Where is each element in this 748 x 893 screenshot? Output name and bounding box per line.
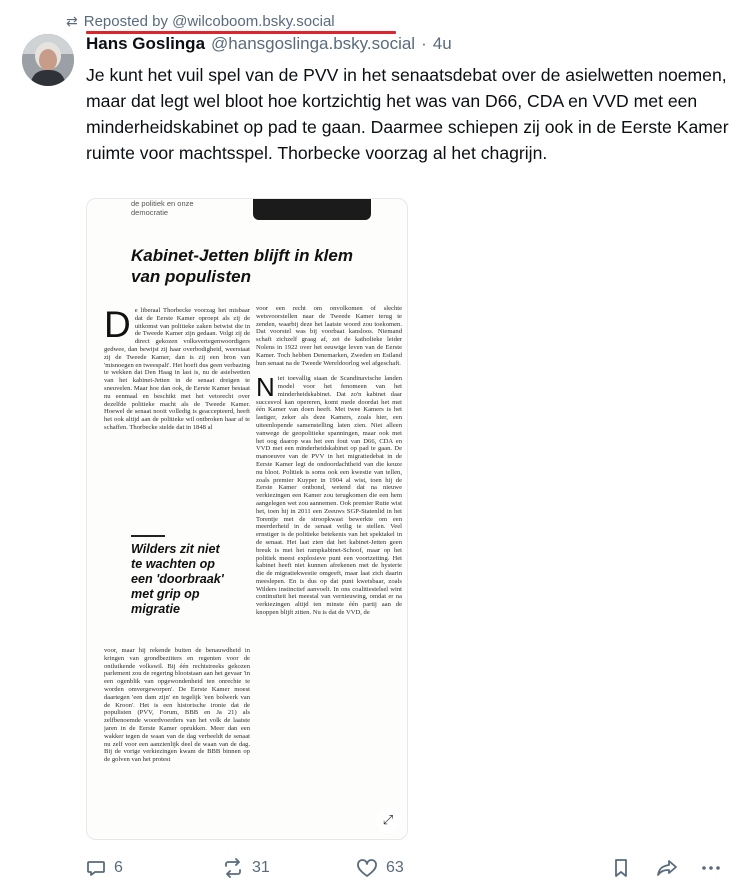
article-dropcap: N: [256, 372, 275, 403]
separator-dot: ·: [421, 34, 427, 53]
reply-count: 6: [114, 859, 123, 876]
quote-rule: [131, 535, 165, 537]
share-button[interactable]: [656, 854, 678, 882]
newspaper-article: [87, 199, 407, 839]
post-text: Je kunt het vuil spel van de PVV in het senaatsdebat over de asielwetten noemen, maar dat legt wel bloot hoe kortzichtig het was van D66, CDA en VVD met een minderheidskabinet op pad te gaan. Daarmee schiepen zij ook in de Eerste Kamer ruimte voor machtsspel. Thorbecke voorzag al het chagrijn.: [86, 65, 729, 163]
repost-icon: ⇄: [66, 12, 78, 29]
author-name[interactable]: Hans Goslinga: [86, 34, 206, 53]
reply-button[interactable]: [86, 854, 123, 882]
article-column-text: iet toevallig staan de Scandinavische landen model voor het fenomeen van het minderheidskabinet. Dat zo'n kabinet daar succesvol kan opereren, komt mede doordat het met één Kamer van doen heeft. Met twee Kamers is het lastiger, zeker als deze Kamers, zoals hier, een uiteenlopende samenstelling laten zien. Niet alleen vanwege de geopolitieke spanningen, maar ook met het oog daarop was het een fout van D66, CDA en VVD met een minderheidskabinet op pad te gaan. De manoeuvre van de PVV in het migratiedebat in de Eerste Kamer legt de ondoordachtheid van die keuze nu bloot. Politiek is soms ook een kwestie van tellen, zoals premier Kuyper in 1904 al wist, toen hij de Eerste Kamer ontbond, wetend dat na nieuwe verkiezingen een Kamer zou terugkomen die een hem aangelegen wet zou aannemen. Ook premier Rutte wist het, toen hij in 2011 een Zeeuws SGP-Statenlid in het Torentje met de stroopkwast bewerkte om een meerderheid in de senaat veilig te stellen. Veel ernstiger is de politieke betekenis van het spektakel in de senaat. Het laat zien dat het kabinet-Jetten geen breuk is met het rampkabinet-Schoof, maar op het politiek meest explosieve punt een voortzetting. Het kabinet heeft niet kunnen afrekenen met de hysterie die de migratiekwestie omgeeft, maar laat zich daarin meeslepen. En is dus op dat punt kwetsbaar, zoals Wilders instinctief aanvoelt. In ons coalitiestelsel wint continuïteit het meestal van vernieuwing, omdat er na verkiezingen altijd ten minste één partij aan de knoppen blijft zitten. Nu is dat de VVD, de: [256, 375, 402, 617]
like-button[interactable]: [356, 854, 404, 882]
more-icon: [700, 858, 722, 878]
article-column-text: voor een recht om onvolkomen of slechte wetsvoorstellen naar de Tweede Kamer terug te zenden, waarbij deze het laatste woord zou toekomen. Dat voorstel was bij voorbaat kansloos. Niemand schaft zichzelf graag af, zei de katholieke leider Nolens in 1922 over het eeuwige leven van de Eerste Kamer. Toch hebben Denemarken, Zweden en Estland hun senaat na de Tweede Wereldoorlog wel afgeschaft.: [256, 305, 402, 367]
repost-count: 31: [252, 859, 270, 876]
heart-icon: [356, 858, 378, 878]
post-header: [86, 34, 452, 58]
post-actions: [0, 854, 748, 882]
article-column-left-bottom: voor, maar hij rekende buiten de benauwdheid in kringen van grondbezitters en regenten voor de ontluikende volkswil. Bij één rechtstreeks gekozen parlement zou de regering blootstaan aan het gevaar 'in een ogenblik van opgewondenheid ten onrechte te worden omvergeworpen'. De Eerste Kamer moest daartegen 'een dam zijn' en tegelijk 'een bolwerk van de Kroon'. Het is een historische ironie dat de populisten (PVV, Forum, BBB en Ja 21) als zelfbenoemde woordvoerders van het volk de laatste jaren in de Eerste Kamer oprukken. Meer dan een wakker tegen de waan van de dag verbeeldt de senaat nu zelf voor een aanzienlijk deel de waan van de dag. Bij de vorige verkiezingen kwam de BBB binnen op de golven van het protest: [104, 647, 250, 764]
author-handle[interactable]: @hansgoslinga.bsky.social: [211, 34, 416, 53]
like-count: 63: [386, 859, 404, 876]
bookmark-icon: [612, 858, 630, 878]
expand-icon[interactable]: ⤢: [375, 807, 401, 833]
avatar-image: [22, 34, 74, 86]
repost-label: Reposted by @wilcoboom.bsky.social: [83, 12, 335, 30]
article-pullquote: Wilders zit niet te wachten op een 'doorbraak' met grip op migratie: [131, 542, 224, 616]
article-photo: [253, 198, 371, 220]
repost-icon: [222, 858, 244, 878]
article-column-text: e liberaal Thorbecke voorzag het misbaar dat de Eerste Kamer oproept als zij de uitkomst van politieke zaken betwist die in de Tweede Kamer zijn gedaan. Volgt zij de direct gekozen volksvertegenwoordigers gedwee, dan bewijst zij haar overbodigheid, weerstaat zij de Tweede Kamer, dan is zij een bron van 'misnoegen en tweespalt'. Het hoeft dus geen verbazing te wekken dat Den Haag in last is, nu de asielwetten van het kabinet-Jetten in de senaat dreigen te sneuvelen. Maar hoe dan ook, de Eerste Kamer bestaat nu eenmaal en beschikt met het vetorecht over dezelfde politieke macht als de Tweede Kamer. Hoewel de senaat nooit volledig is geaccepteerd, heeft het ook altijd aan de politieke wil ontbroken haar af te schaffen. Thorbecke stelde dat in 1848 al: [104, 307, 250, 431]
repost-indicator[interactable]: [66, 10, 335, 32]
article-kicker: de politiek en onze democratie: [131, 199, 194, 217]
post-time[interactable]: 4u: [432, 34, 452, 53]
avatar[interactable]: [22, 34, 74, 86]
article-headline: Kabinet-Jetten blijft in klem van populisten: [131, 246, 353, 286]
share-icon: [656, 858, 678, 878]
repost-button[interactable]: [222, 854, 270, 882]
post-image[interactable]: [86, 198, 408, 840]
bookmark-button[interactable]: [612, 854, 630, 882]
article-dropcap: D: [104, 307, 131, 345]
article-column-right: [256, 305, 402, 840]
more-options-button[interactable]: [700, 854, 722, 882]
reply-icon: [86, 858, 106, 878]
article-column-left-top: [104, 307, 250, 525]
